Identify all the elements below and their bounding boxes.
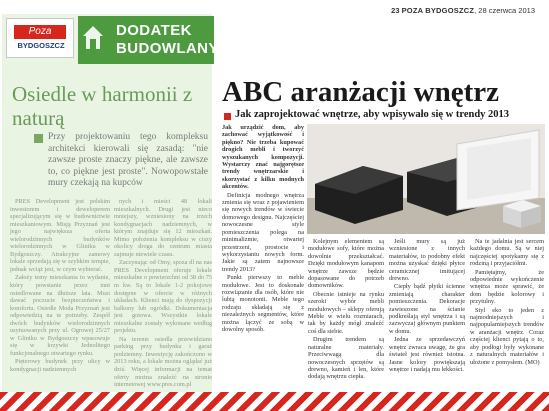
left-article-lead: Przy projektowaniu tego kompleksu architekci kierowali się zasadą: "nie zawsze proste znaczy piękne, ale zawsze to, co piękne jest proste". Nowopowstałe mury czekają na kupców (48, 132, 208, 188)
paragraph: Definicja modnego wnętrza zmienia się wraz z pojawieniem się nowych trendów w świecie domowego designu. Najczęściej nowoczesne style pomieszczenia polega na minimalizmie, otwartej przestrzeni, prostocie i wykorzystaniu nowych form. Jakie są zatem najnowsze trendy 2013? (222, 191, 304, 273)
left-article-headline: Osiedle w harmonii z naturą (12, 82, 193, 130)
paragraph: Założy temy mieszkania to wydanie, który powstanie przez inni osiedlowane na dłuższe lata. Musi dawać poczucie bezpieczeństwa i komfortu. Osiedle Moda Przyznań jest odpowiedzią na te potrzeby. Zespół dwóch budynków wielorodzinnych usytuowanych przy ul. Ogrowej 25/27 w Gliniku w Bydgoszczy wpasowuje się w krzywki Jednolitego funkcjonalnego otwartego rynku. (10, 274, 110, 357)
paragraph: Na te jadalnia jest sercem każdego domu. Są w niej najczęściej spotykamy się z rodziną i przyjaciółmi. (470, 238, 544, 268)
paragraph: Pięterowy budynek przy ulicy w kondygnacji nadziemnych (10, 358, 110, 374)
main-article-column-3 (389, 238, 465, 374)
main-article-column-4 (470, 238, 544, 367)
paragraph: Zaczynając od Omy, spoza dl na nas PRES Development oferuje lokale mieszkalne o powierzchni od 38 do 75 m kw. Są to lokale 1-2 pokojowe dostępne w ofercie w różnych układach. Klienci mają do dyspozycji balkony lub ogródki. Dokumentacja jest gotowa. Wszystkie lokale mieszkalne zostały wykonane według projektu. (114, 259, 212, 335)
section-title-line1: DODATEK (116, 22, 192, 39)
paragraph: Ciepły bądź płytki ścienne zmieniają charakter pomieszczenia. Dekoracje zawieszone na ścianie podkreślają styl wnętrza i są zazwyczaj głównym punktem w domu. (389, 283, 465, 335)
issue-date: , 28 czerwca 2013 (474, 6, 535, 15)
paragraph: Styl eko to jeden z najmodniejszych i najpopularniejszych trendów w aranżacji wnętrz. Coraz częściej klienci pytają o to, aby podłogi były wykonane z naturalnych materiałów i ułożone z pomysłem. (MO) (470, 306, 544, 366)
page-number: 23 (391, 6, 400, 15)
paragraph: PRES Development jest polskim inwestorem i deweloperem specjalizującym się w budownictwie mieszkaniowym. Misją Przyznań jest jego największa oferta wielorodzinnych budynków wielorodzinnych w Gliniku w Bydgoszczy. Atrakcyjne zamowy lokale sprzedają się w szybkim tempie, jednak wciąż jest, w czym wybierać. (10, 198, 110, 273)
interior-photo (307, 124, 545, 234)
section-title-line2: BUDOWLANY (116, 40, 219, 57)
main-article-column-2 (308, 238, 384, 382)
page-folio (391, 6, 535, 15)
main-article-subhead: Jak zaprojektować wnętrze, aby wpisywało się w trendy 2013 (235, 109, 510, 120)
lead-bullet (34, 134, 43, 143)
paragraph: Drugim trendem są naturalne materiały. Przeciwwagą dla nowoczesnych sprzętów są drewno, kamień i len, które dodają wnętrzu ciepła. (308, 336, 384, 381)
main-article-column-1 (222, 124, 304, 334)
main-article-headline: ABC aranżacji wnętrz (222, 76, 500, 108)
left-article-column-1 (10, 198, 110, 375)
subhead-bullet (224, 113, 231, 120)
section-house-icon (80, 22, 106, 52)
paragraph: Kolejnym elementem są modułowe sofy, które można dowolnie przekształcać. Dzięki modułowym kanapom wnętrze zawsze będzie dopasowane do potrzeb domowników. (308, 238, 384, 290)
paragraph: Na terenie osiedla przewidziano parking przy budynku i garaż podziemny. Inwestycję zakończono w 2013 roku, a lokale można oglądać już dziś. Więcej informacji na temat oferty można znaleźć na stronie internetowej www.pres.com.pl (114, 335, 212, 389)
paragraph: Pamiętajmy, że odpowiednie wykończenie wnętrza może sprawić, że dom będzie kolorowy i przytulny. (470, 268, 544, 306)
paragraph: nych i mieści 48 lokali mieszkalnych. Drugi jest nieco mniejszy, wzniesiony na trzech kondygnacjach nadziemnych, w którym znajduje się 12 mieszkań. Mimo położenia kompleksu w ciszy okolicy droga do centrum miasta zajmuje niewiele czasu. (114, 198, 212, 258)
paragraph: Jeśli mury są już wzniesione z innych materiałów, to podobny efekt można uzyskać dzięki płytce ceramicznej imitującej drewno. (389, 238, 465, 283)
paragraph: Punkt pierwszy to meble modułowe. Jest to doskonałe rozwiązanie dla osób, które nie lubią monotonii. Meble tego rodzaju składają się z niezależnych segmentów, które można łączyć ze sobą w dowolny sposób. (222, 274, 304, 333)
logo-top-text: Poza (14, 25, 66, 39)
paragraph: Jedna ze sprzedawczyń wnętrz zwraca uwagę, że gra świateł jest również istotna. Jasne kolory powiększają wnętrze i nadają mu lekkości. (389, 336, 465, 373)
newspaper-logo (6, 18, 74, 58)
bottom-decorative-stripe (0, 392, 549, 411)
left-article-column-2 (114, 198, 212, 390)
logo-bottom-text: BYDGOSZCZ (17, 41, 65, 50)
paper-name: POZA BYDGOSZCZ (401, 6, 475, 15)
article-intro: Jak urządzić dom, aby zachować wyjątkowość i piękno? Nie trzeba kupować drogich mebli i tworzyć wyszukanych kompozycji. Wystarczy znać najgorętsze trendy wnętrzarskie i skorzystać z kilku modnych akcentów. (222, 124, 304, 191)
paragraph: Obecnie istnieje na rynku szeroki wybór mebli modułowych – sklepy oferują Meble w wielu rozmiarach, tak by każdy mógł znaleźć coś dla siebie. (308, 290, 384, 335)
